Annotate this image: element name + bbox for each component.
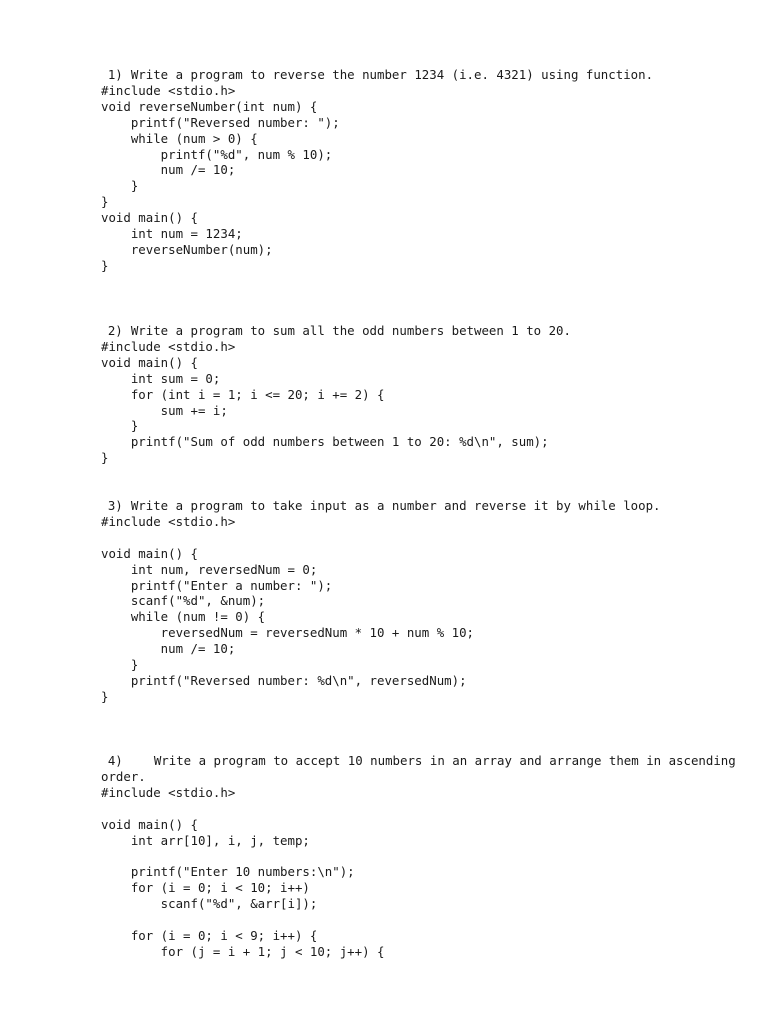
code-line: void main() { [101,816,198,832]
code-line: void reverseNumber(int num) { [101,98,318,114]
code-line: } [101,657,139,673]
code-line: printf("%d", num % 10); [101,146,333,162]
code-line: printf("Enter a number: "); [101,577,333,593]
question-2-number: 2) [107,323,123,338]
code-line: printf("Reversed number: "); [101,114,340,130]
question-3-text: Write a program to take input as a number and reverse it by while loop. [130,498,661,513]
code-line: void main() { [101,210,198,226]
code-line: num /= 10; [101,162,236,178]
code-line: #include <stdio.h> [101,785,236,800]
code-line: scanf("%d", &num); [101,593,266,609]
question-4-code-block [101,785,384,960]
code-line: } [101,257,109,273]
question-1-code-block [101,83,340,274]
code-line: reverseNumber(num); [101,241,273,257]
code-line: } [101,178,139,194]
question-1-text: Write a program to reverse the number 1234 (i.e. 4321) using function. [130,67,654,82]
code-line: #include <stdio.h> [101,339,236,354]
code-line [101,801,384,817]
question-4-text: Write a program to accept 10 numbers in an array and arrange them in ascending order. [101,753,744,784]
code-line: reversedNum = reversedNum * 10 + num % 10; [101,625,474,641]
code-line: int num, reversedNum = 0; [101,561,318,577]
code-line [101,530,474,546]
code-line: int num = 1234; [101,226,243,242]
code-line: #include <stdio.h> [101,83,236,98]
code-line: int arr[10], i, j, temp; [101,832,310,848]
code-line: printf("Sum of odd numbers between 1 to 20: %d\n", sum); [101,434,549,450]
code-line: } [101,418,139,434]
code-line: while (num > 0) { [101,130,258,146]
question-2-text: Write a program to sum all the odd numbers between 1 to 20. [130,323,571,338]
code-line: #include <stdio.h> [101,514,236,529]
code-line: int sum = 0; [101,370,221,386]
question-2-code-block [101,339,549,466]
code-line: void main() { [101,354,198,370]
code-line: printf("Enter 10 numbers:\n"); [101,864,355,880]
question-3-number: 3) [107,498,123,513]
code-line: printf("Reversed number: %d\n", reversedNum); [101,672,467,688]
code-line: } [101,688,109,704]
code-line: for (j = i + 1; j < 10; j++) { [101,943,385,959]
question-4-number: 4) [107,753,123,768]
code-line: } [101,450,109,466]
question-1-number: 1) [107,67,123,82]
code-line [101,912,384,928]
code-line: for (int i = 1; i <= 20; i += 2) { [101,386,385,402]
code-line: for (i = 0; i < 9; i++) { [101,928,318,944]
code-line: scanf("%d", &arr[i]); [101,896,318,912]
code-line: for (i = 0; i < 10; i++) [101,880,310,896]
code-line: num /= 10; [101,641,236,657]
code-line: while (num != 0) { [101,609,266,625]
code-line: sum += i; [101,402,228,418]
code-line: void main() { [101,545,198,561]
question-3-code-block [101,514,474,705]
code-line [101,849,384,865]
code-line: } [101,194,109,210]
